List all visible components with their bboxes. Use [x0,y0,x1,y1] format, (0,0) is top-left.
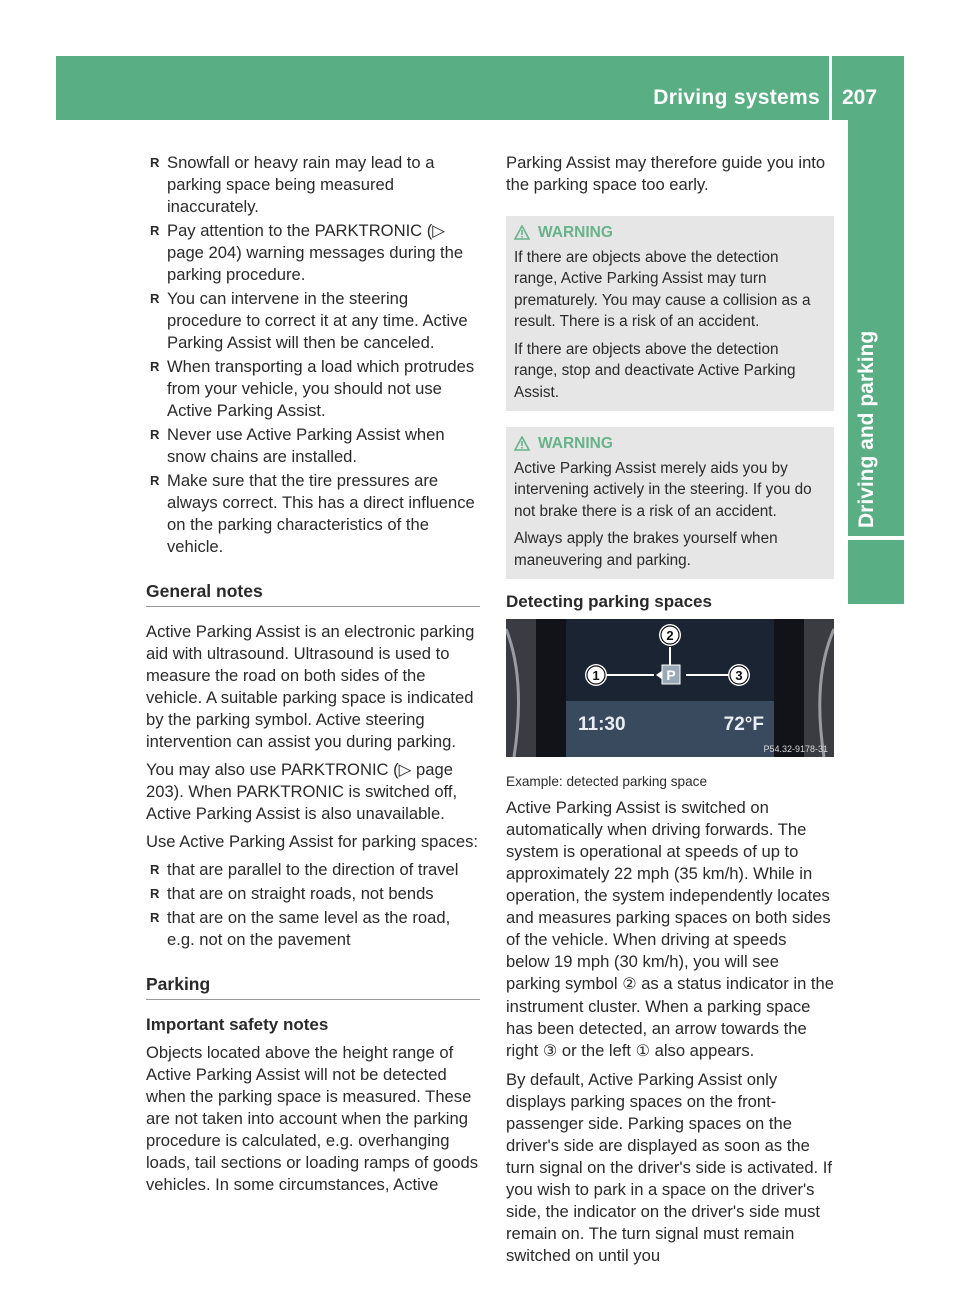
warning-text: Always apply the brakes yourself when maneuvering and parking. [514,530,778,569]
list-item: R Pay attention to the PARKTRONIC (▷ page 204) warning messages during the parking procedure. [150,221,464,284]
list-item: R When transporting a load which protrudes from your vehicle, you should not use Active Parking Assist. [150,357,475,420]
callout-1: 1 [592,668,600,683]
figure-code: P54.32-9178-31 [763,744,828,754]
safety-paragraph: Objects located above the height range of Active Parking Assist will not be detected when the parking space is measured. These are not taken into account when the parking procedure is calculated, e.g. overhanging loads, tail sections or loading ramps of goods vehicles. In some circumstances, Active [146,1043,479,1194]
safety-notes-heading: Important safety notes [146,1015,329,1034]
warning-triangle-icon [514,436,530,451]
parking-heading: Parking [146,973,480,1000]
list-item: R You can intervene in the steering procedure to correct it at any time. Active Parking Assist will then be canceled. [150,289,468,352]
list-item: R that are on straight roads, not bends [150,884,434,903]
detecting-heading: Detecting parking spaces [506,592,712,611]
warning-box-2 [506,427,834,579]
side-tab-block [848,540,904,604]
callout-3: 3 [735,668,743,683]
warning-box-1 [506,216,834,411]
general-paragraph-1: Active Parking Assist is an electronic parking aid with ultrasound. Ultrasound is used to measure the road on both sides of the vehicle. A suitable parking space is indicated by the parking symbol. Active steering intervention can assist you during parking. [146,622,475,751]
detecting-paragraph-2: By default, Active Parking Assist only displays parking spaces on the front-passenger side. Parking spaces on the driver's side are displayed as soon as the turn signal on the driver's side is activated. If you wish to park in a space on the driver's side, the indicator on the driver's side must remain on. The turn signal must remain switched on until you [506,1070,832,1265]
side-tab-label: Driving and parking [855,330,878,528]
list-item: R that are parallel to the direction of travel [150,860,459,879]
warning-label: WARNING [538,224,613,241]
figure-caption: Example: detected parking space [506,774,708,789]
intro-paragraph: Parking Assist may therefore guide you into the parking space too early. [506,153,826,194]
header-divider [829,56,832,120]
list-item: R Make sure that the tire pressures are always correct. This has a direct influence on the parking characteristics of the vehicle. [150,471,475,556]
parking-symbol: P [666,667,676,683]
general-paragraph-3: Use Active Parking Assist for parking spaces: [146,832,479,851]
page-title: Driving systems [653,86,820,109]
left-column [146,152,480,1202]
warning-triangle-icon [514,225,530,240]
warning-text: Active Parking Assist merely aids you by intervening actively in the steering. If you do not brake there is a risk of an accident. [514,459,812,520]
list-item: R Never use Active Parking Assist when snow chains are installed. [150,425,445,466]
general-paragraph-2: You may also use PARKTRONIC (▷ page 203). When PARKTRONIC is switched off, Active Parking Assist is also unavailable. [146,760,458,823]
outside-temperature: 72°F [723,714,764,735]
instrument-cluster-image [506,619,834,757]
warning-text: If there are objects above the detection range, Active Parking Assist may turn prematurely. You may cause a collision as a result. There is a risk of an accident. [514,248,811,330]
callout-2: 2 [666,628,674,643]
page-number: 207 [842,86,878,109]
list-item: R Snowfall or heavy rain may lead to a parking space being measured inaccurately. [150,153,435,216]
detecting-paragraph-1: Active Parking Assist is switched on automatically when driving forwards. The system is operational at speeds of up to approximately 22 mph (35 km/h). While in operation, the system independently locates and measures parking spaces on both sides of the vehicle. When driving at speeds below 19 mph (30 km/h), you will see parking symbol ② as a status indicator in the instrument cluster. When a parking space has been detected, an arrow towards the right ③ or the left ① also appears. [506,798,834,1060]
list-item: R that are on the same level as the road, e.g. not on the pavement [150,908,451,949]
warning-text: If there are objects above the detection range, stop and deactivate Active Parking Assist. [514,340,796,401]
warning-label: WARNING [538,435,613,452]
right-column [506,152,834,1273]
clock-time: 11:30 [578,714,626,735]
general-notes-heading: General notes [146,580,480,607]
